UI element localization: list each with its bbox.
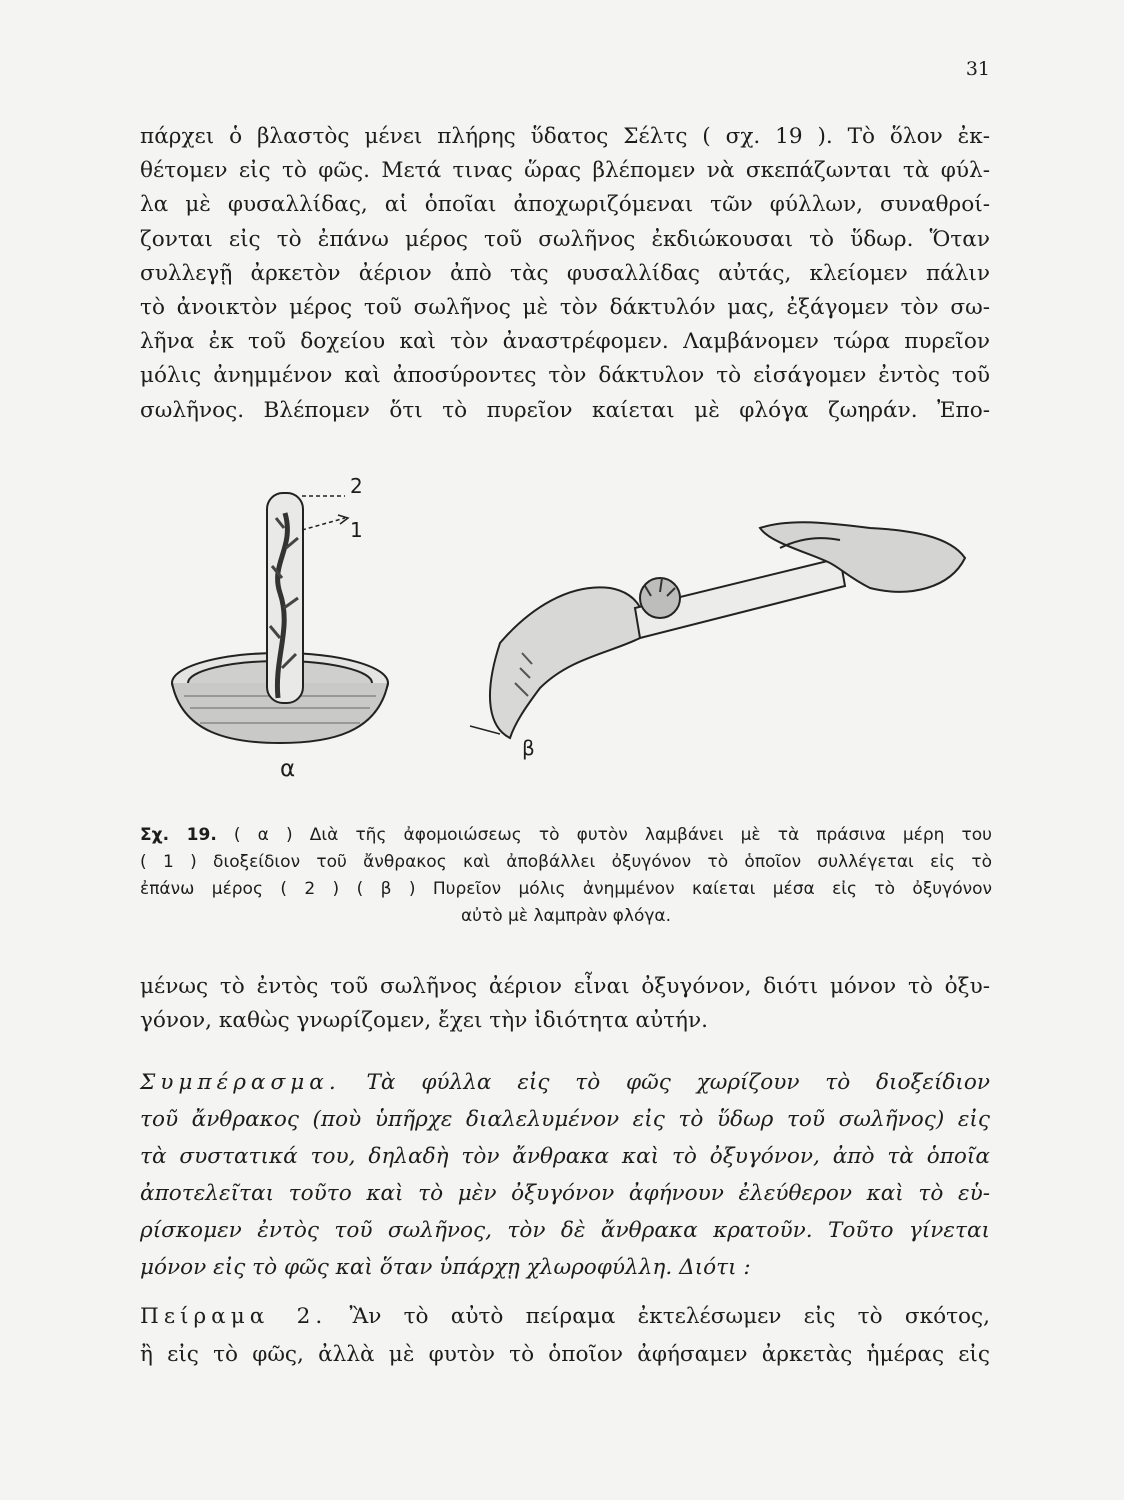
page-number: 31 xyxy=(965,58,990,80)
caption-text: ( α ) Διὰ τῆς ἀφομοιώσεως τὸ φυτὸν λαμβάνει μὲ τὰ πράσινα μέρη του xyxy=(233,825,993,845)
caption-lead: Σχ. 19. xyxy=(140,825,217,845)
text-line: λῆνα ἐκ τοῦ δοχείου καὶ τὸν ἀναστρέφομεν. Λαμβάνομεν τώρα πυρεῖον xyxy=(140,329,990,355)
figure-19 xyxy=(170,468,970,788)
beta-pointer-line xyxy=(470,726,500,734)
conclusion-heading: Συμπέρασμα. xyxy=(140,1070,341,1095)
caption-line: ( 1 ) διοξείδιον τοῦ ἄνθρακος καὶ ἀποβάλλει ὀξυγόνον τὸ ὁποῖον συλλέγεται εἰς τὸ xyxy=(140,852,992,872)
text-line: τὸ ἀνοικτὸν μέρος τοῦ σωλῆνος μὲ τὸν δάκτυλόν μας, ἐξάγομεν τὸν σω- xyxy=(140,294,990,320)
figure-label-1: 1 xyxy=(350,518,363,542)
conclusion-first-line: Τὰ φύλλα εἰς τὸ φῶς χωρίζουν τὸ διοξείδιον xyxy=(366,1070,991,1095)
hands-drawing xyxy=(490,522,965,738)
caption-line: αὐτὸ μὲ λαμπρὰν φλόγα. xyxy=(460,906,672,926)
experiment-illustration xyxy=(170,468,970,788)
text-line: λα μὲ φυσαλλίδας, αἱ ὁποῖαι ἀποχωριζόμεναι τῶν φύλλων, συναθροί- xyxy=(140,192,990,218)
text-line: ἢ εἰς τὸ φῶς, ἀλλὰ μὲ φυτὸν τὸ ὁποῖον ἀφήσαμεν ἀρκετὰς ἡμέρας εἰς xyxy=(140,1342,990,1367)
paragraph-2 xyxy=(140,970,990,1038)
text-line: τοῦ ἄνθρακος (ποὺ ὑπῆρχε διαλελυμένον εἰς τὸ ὕδωρ τοῦ σωλῆνος) εἰς xyxy=(140,1107,990,1132)
text-line: τὰ συστατικά του, δηλαδὴ τὸν ἄνθρακα καὶ τὸ ὀξυγόνον, ἀπὸ τὰ ὁποῖα xyxy=(140,1144,990,1169)
text-line: γόνον, καθὼς γνωρίζομεν, ἔχει τὴν ἰδιότητα αὐτήν. xyxy=(140,1008,708,1034)
paragraph-1 xyxy=(140,120,990,428)
text-line: σωλῆνος. Βλέπομεν ὅτι τὸ πυρεῖον καίεται μὲ φλόγα ζωηράν. Ἐπο- xyxy=(140,397,990,423)
figure-label-beta: β xyxy=(522,736,535,760)
figure-label-2: 2 xyxy=(350,474,363,498)
text-line: ρίσκομεν ἐντὸς τοῦ σωλῆνος, τὸν δὲ ἄνθρακα κρατοῦν. Τοῦτο γίνεται xyxy=(140,1218,990,1243)
text-line: θέτομεν εἰς τὸ φῶς. Μετά τινας ὥρας βλέπομεν νὰ σκεπάζωνται τὰ φύλ- xyxy=(140,158,990,184)
text-line: συλλεγῇ ἀρκετὸν ἀέριον ἀπὸ τὰς φυσαλλίδας αὐτάς, κλείομεν πάλιν xyxy=(140,260,990,286)
experiment-2-first-line: Ἂν τὸ αὐτὸ πείραμα ἐκτελέσωμεν εἰς τὸ σκότος, xyxy=(349,1304,990,1329)
conclusion-paragraph xyxy=(140,1064,990,1286)
text-line xyxy=(140,1064,990,1101)
text-line: ἀποτελεῖται τοῦτο καὶ τὸ μὲν ὀξυγόνον ἀφήνουν ἐλεύθερον καὶ τὸ εὑ- xyxy=(140,1181,990,1206)
text-line: μένως τὸ ἐντὸς τοῦ σωλῆνος ἀέριον εἶναι ὀξυγόνον, διότι μόνον τὸ ὀξυ- xyxy=(140,974,990,999)
text-line xyxy=(140,1298,990,1336)
text-line: μόνον εἰς τὸ φῶς καὶ ὅταν ὑπάρχῃ χλωροφύλλη. Διότι : xyxy=(140,1255,751,1280)
text-line: πάρχει ὁ βλαστὸς μένει πλήρης ὕδατος Σέλτς ( σχ. 19 ). Τὸ ὅλον ἐκ- xyxy=(140,124,990,149)
caption-line: ἐπάνω μέρος ( 2 ) ( β ) Πυρεῖον μόλις ἀνημμένον καίεται μέσα εἰς τὸ ὀξυγόνον xyxy=(140,879,992,899)
caption-line xyxy=(140,822,992,849)
text-line: μόλις ἀνημμένον καὶ ἀποσύροντες τὸν δάκτυλον τὸ εἰσάγομεν ἐντὸς τοῦ xyxy=(140,363,990,389)
figure-label-alpha: α xyxy=(280,756,296,782)
text-line: ζονται εἰς τὸ ἐπάνω μέρος τοῦ σωλῆνος ἐκδιώκουσαι τὸ ὕδωρ. Ὅταν xyxy=(140,226,990,252)
experiment-2-paragraph xyxy=(140,1298,990,1374)
experiment-2-heading: Πείραμα 2. xyxy=(140,1304,328,1329)
figure-caption xyxy=(140,822,992,930)
